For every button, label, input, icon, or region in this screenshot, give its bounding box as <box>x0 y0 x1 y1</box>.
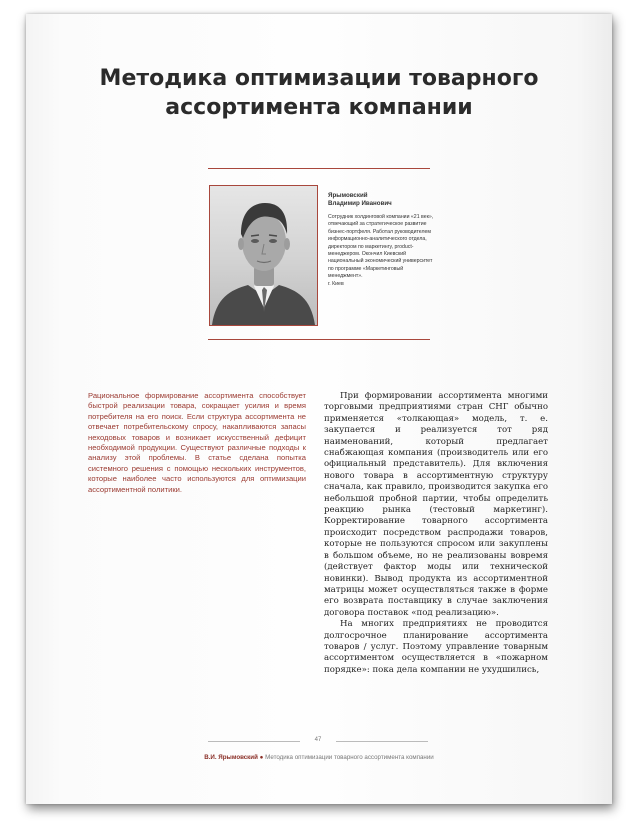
author-bio <box>328 214 438 288</box>
article-title <box>26 64 612 122</box>
author-surname: Ярымовский <box>328 192 368 199</box>
top-divider <box>208 168 430 169</box>
journal-page <box>26 14 612 804</box>
page-number-rule-right <box>336 741 428 742</box>
running-footer <box>26 754 612 762</box>
author-given-names: Владимир Иванович <box>328 200 392 207</box>
footer-author: В.И. Ярымовский <box>204 754 258 761</box>
article-title-line1: Методика оптимизации товарного <box>99 66 539 91</box>
author-portrait-image <box>210 186 317 325</box>
article-lead: Рациональное формирование ассортимента способствует быстрой реализации товара, сокращает усилия и время потребителя на его поиск. Если структура ассортимента не отвечает потребительскому спросу, накапливаются запасы неходовых товаров и возникает искусственный дефицит необходимой продукции. Существуют различные подходы к анализу этой проблемы. В статье сделана попытка системного решения с помощью нескольких инструментов, которые наиболее часто используются для оптимизации ассортиментной политики. <box>88 391 306 494</box>
author-city: г. Киев <box>328 280 344 287</box>
page-number-rule-left <box>208 741 300 742</box>
footer-article-title: Методика оптимизации товарного ассортимента компании <box>265 754 434 761</box>
body-paragraph-2: На многих предприятиях не проводится долгосрочное планирование ассортимента товаров / услуг. Поэтому управление товарным ассортиментом осуществляется в «пожарном порядке»: пока дела компании не ухудшились, <box>324 619 548 675</box>
bottom-divider <box>208 339 430 340</box>
article-body-column <box>324 391 548 676</box>
author-photo <box>209 185 318 326</box>
article-title-line2: ассортимента компании <box>165 95 473 120</box>
footer-bullet-icon: ● <box>259 754 264 761</box>
author-bio-text: Сотрудник холдинговой компании «21 век», отвечающий за стратегическое развитие бизнес-портфеля. Работал руководителем информационно-аналитического отдела, директором по маркетингу, product-менеджером. Окончил Киевский национальный экономический университет по программе «Маркетинговый менеджмент». <box>328 214 434 280</box>
page-number: 47 <box>314 737 322 743</box>
body-paragraph-1: При формировании ассортимента многими торговыми предприятиями стран СНГ обычно применяется «толкающая» модель, т. е. закупается и реализуется тот ряд наименований, который предлагает снабжающая компания (производитель или его официальный представитель). Для включения нового товара в ассортиментную структуру сначала, как правило, производится закупка его небольшой пробной партии, чтобы определить реакцию рынка (тестовый маркетинг). Корректирование товарного ассортимента происходит посредством распродажи товаров, которые не пользуются спросом или закуплены в большом объеме, но не реализованы вовремя (действует фактор моды или технической новинки). Вывод продукта из ассортиментной матрицы может осуществляться также в форме его возврата поставщику в случае заключения договора поставок «под реализацию». <box>324 391 548 618</box>
author-name <box>328 192 438 208</box>
